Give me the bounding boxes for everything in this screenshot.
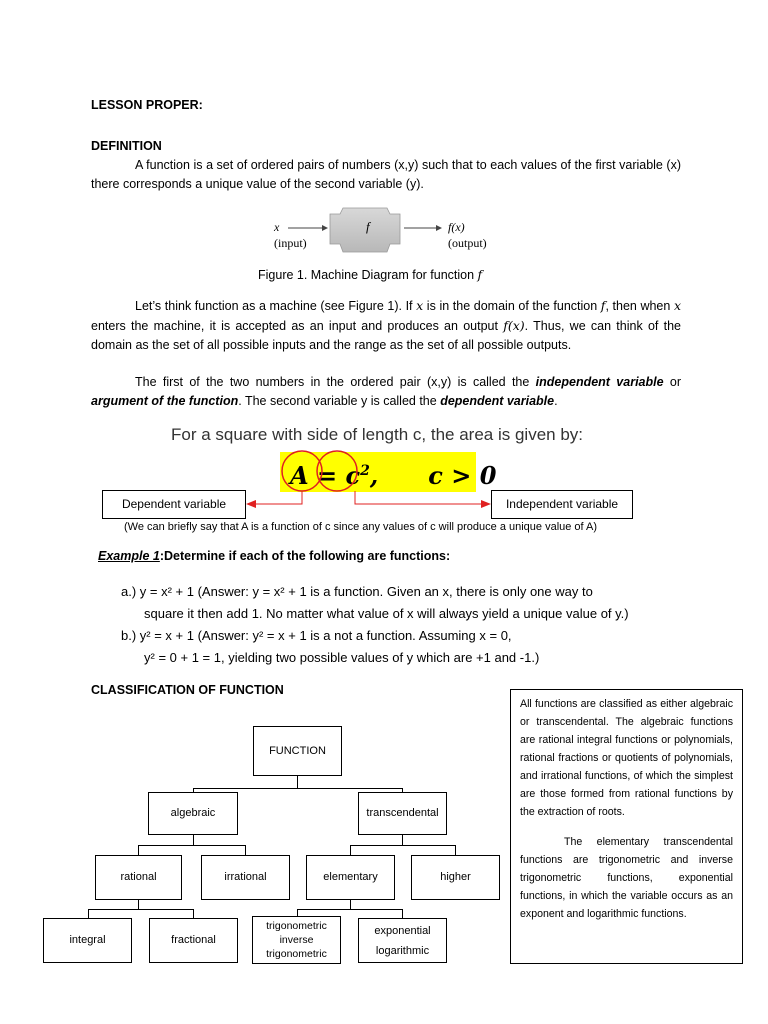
p1-part-c: , then when bbox=[605, 299, 674, 313]
arrowhead-independent bbox=[481, 500, 491, 508]
example-b-line1: b.) y² = x + 1 (Answer: y² = x + 1 is a not a function. Assuming x = 0, bbox=[121, 628, 512, 643]
machine-diagram bbox=[270, 204, 500, 260]
p2-part-e: . The second variable y is called the bbox=[238, 394, 441, 408]
node-exp-line1: exponential bbox=[374, 924, 431, 937]
p2-part-c: or bbox=[663, 375, 682, 389]
p2-argument-term: argument of the function bbox=[91, 394, 239, 408]
p1-part-b: is in the domain of the function bbox=[423, 299, 601, 313]
tree-connector bbox=[193, 909, 194, 918]
variable-paragraph bbox=[91, 373, 681, 411]
tree-connector bbox=[138, 900, 139, 909]
p1-part-a: Let’s think function as a machine (see Figure 1). If bbox=[135, 299, 417, 313]
example-1-label: Example 1 bbox=[98, 549, 160, 563]
node-higher: higher bbox=[411, 855, 500, 900]
tree-connector bbox=[455, 845, 456, 855]
arrow-independent bbox=[355, 491, 482, 504]
node-fractional: fractional bbox=[149, 918, 238, 963]
tree-connector bbox=[193, 835, 194, 845]
tree-connector bbox=[350, 845, 351, 855]
node-exp-line2: logarithmic bbox=[375, 944, 430, 957]
classification-sidebar bbox=[510, 689, 743, 964]
example-a-line2: square it then add 1. No matter what value of x will always yield a unique value of y.) bbox=[144, 606, 629, 621]
p2-dependent-term: dependent variable bbox=[440, 394, 555, 408]
formula-exponent: 2 bbox=[360, 463, 370, 479]
p1-x2: x bbox=[673, 298, 682, 313]
tree-connector bbox=[88, 909, 89, 918]
arrow-dependent bbox=[255, 491, 302, 504]
machine-fx-label: f(x) bbox=[448, 220, 465, 234]
machine-graphic bbox=[270, 204, 500, 260]
arrowhead-dependent bbox=[246, 500, 256, 508]
circle-A bbox=[282, 451, 322, 491]
machine-x-label: x bbox=[274, 220, 280, 234]
machine-paragraph bbox=[91, 296, 681, 355]
formula-left: A = c bbox=[290, 461, 361, 490]
figure-caption bbox=[258, 265, 482, 285]
tree-connector bbox=[245, 845, 246, 855]
example-1-prompt: :Determine if each of the following are functions: bbox=[159, 549, 451, 563]
node-trig-line3: trigonometric bbox=[266, 948, 327, 960]
tree-connector bbox=[297, 909, 403, 910]
p2-part-g: . bbox=[554, 394, 558, 408]
node-irrational: irrational bbox=[201, 855, 290, 900]
tree-connector bbox=[138, 845, 139, 855]
definition-title: DEFINITION bbox=[91, 139, 162, 153]
p2-part-a: The first of the two numbers in the ordered pair (x,y) is called the bbox=[135, 375, 536, 389]
node-rational: rational bbox=[95, 855, 182, 900]
p1-part-d: enters the machine, it is accepted as an input and produces an output bbox=[91, 319, 504, 333]
dependent-variable-box: Dependent variable bbox=[102, 490, 246, 519]
tree-connector bbox=[350, 845, 456, 846]
example-b-line2: y² = 0 + 1 = 1, yielding two possible values of y which are +1 and -1.) bbox=[144, 650, 540, 665]
tree-connector bbox=[193, 788, 403, 789]
lesson-heading: LESSON PROPER: bbox=[91, 98, 203, 112]
sidebar-paragraph-1: All functions are classified as either algebraic or transcendental. The algebraic functions are rational integral functions or polynomials, rational fractions or quotients of polynomials, and irrational functions, of which the simplest are those formed from rational functions by the extraction of roots. bbox=[520, 698, 733, 818]
definition-text: A function is a set of ordered pairs of numbers (x,y) such that to each values of the first variable (x) there corresponds a unique value of the second variable (y). bbox=[91, 158, 681, 191]
tree-connector bbox=[88, 909, 194, 910]
circle-c bbox=[317, 451, 357, 491]
p2-independent-term: independent variable bbox=[535, 375, 664, 389]
node-exponential bbox=[358, 918, 447, 963]
tree-connector bbox=[402, 835, 403, 845]
figure-caption-f: f bbox=[477, 267, 483, 282]
example-a-line1: a.) y = x² + 1 (Answer: y = x² + 1 is a function. Given an x, there is only one way to bbox=[121, 584, 593, 599]
tree-connector bbox=[297, 776, 298, 788]
formula-right: , c > 0 bbox=[369, 461, 497, 490]
tree-connector bbox=[297, 909, 298, 916]
tree-connector bbox=[138, 845, 245, 846]
machine-output-label: (output) bbox=[448, 236, 487, 250]
classification-title: CLASSIFICATION OF FUNCTION bbox=[91, 683, 284, 697]
node-integral: integral bbox=[43, 918, 132, 963]
node-trigonometric bbox=[252, 916, 341, 964]
node-elementary: elementary bbox=[306, 855, 395, 900]
p1-x: x bbox=[416, 298, 424, 313]
independent-variable-box: Independent variable bbox=[491, 490, 633, 519]
node-transcendental: transcendental bbox=[358, 792, 447, 835]
node-trig-line2: inverse bbox=[279, 934, 314, 946]
area-note: (We can briefly say that A is a function of c since any values of c will produce a unique value of A) bbox=[124, 521, 598, 533]
machine-f-label: f bbox=[366, 219, 370, 234]
node-function: FUNCTION bbox=[253, 726, 342, 776]
area-statement: For a square with side of length c, the area is given by: bbox=[171, 425, 584, 444]
p1-part-e: . Thus, we can think of the domain as the set of all possible inputs and the range as the set of all possible outputs. bbox=[91, 319, 681, 352]
figure-caption-text: Figure 1. Machine Diagram for function bbox=[258, 268, 478, 282]
example-1 bbox=[98, 547, 450, 566]
tree-connector bbox=[350, 900, 351, 909]
tree-connector bbox=[402, 909, 403, 918]
node-trig-line1: trigonometric bbox=[266, 920, 327, 932]
sidebar-paragraph-2: The elementary transcendental functions are trigonometric and inverse trigonometric functions, exponential functions, in which the variable occurs as an exponent and logarithmic functions. bbox=[520, 836, 733, 920]
machine-input-label: (input) bbox=[274, 236, 307, 250]
p1-fx: f(x) bbox=[503, 318, 525, 333]
p1-f: f bbox=[600, 298, 606, 313]
node-algebraic: algebraic bbox=[148, 792, 238, 835]
